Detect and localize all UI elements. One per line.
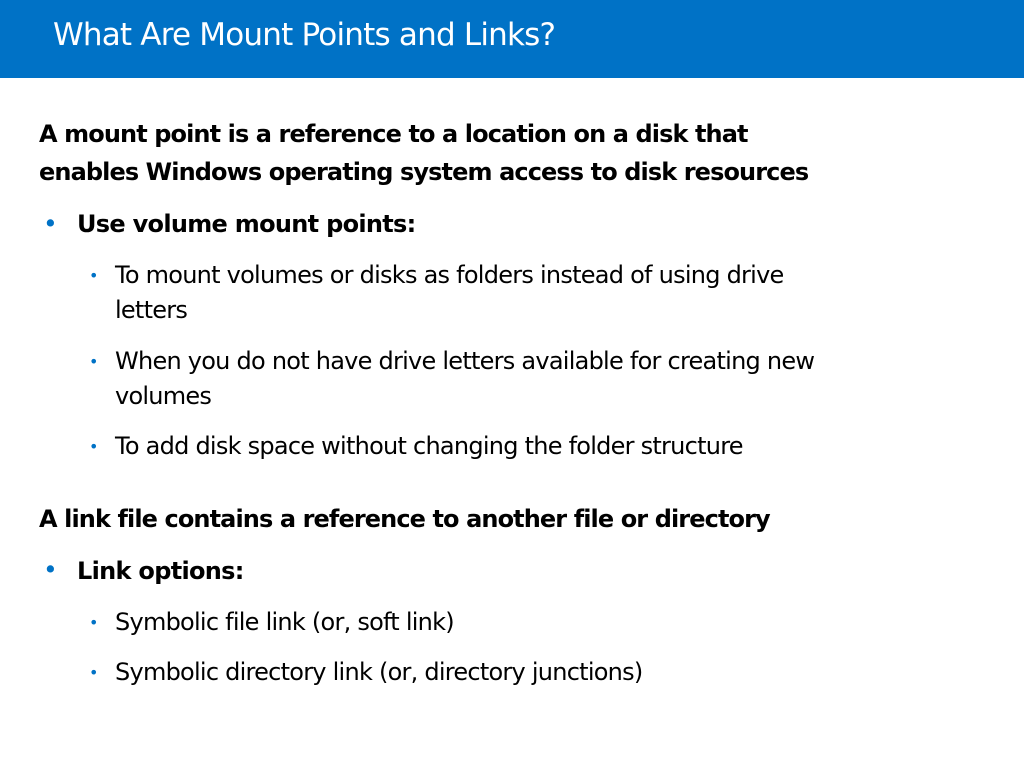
bullet-icon: • (89, 352, 99, 371)
bullet-icon: • (43, 555, 58, 584)
bullet-icon: • (89, 663, 99, 682)
bullet-icon: • (89, 266, 99, 285)
list-item-line: letters (115, 296, 188, 324)
subheading: Link options: (77, 557, 244, 585)
slide-title: What Are Mount Points and Links? (53, 17, 556, 53)
bullet-icon: • (89, 437, 99, 456)
bullet-icon: • (89, 613, 99, 632)
bullet-icon: • (43, 209, 58, 238)
section-heading-line: A mount point is a reference to a location on a disk that (39, 120, 748, 148)
subheading: Use volume mount points: (77, 210, 416, 238)
list-item-line: Symbolic directory link (or, directory junctions) (115, 658, 643, 686)
list-item-line: volumes (115, 382, 212, 410)
list-item-line: When you do not have drive letters available for creating new (115, 347, 815, 375)
section-heading-line: enables Windows operating system access to disk resources (39, 158, 809, 186)
section-heading-line: A link file contains a reference to another file or directory (39, 505, 770, 533)
list-item-line: To add disk space without changing the folder structure (115, 432, 743, 460)
title-bar (0, 0, 1024, 78)
list-item-line: To mount volumes or disks as folders instead of using drive (115, 261, 784, 289)
list-item-line: Symbolic file link (or, soft link) (115, 608, 454, 636)
